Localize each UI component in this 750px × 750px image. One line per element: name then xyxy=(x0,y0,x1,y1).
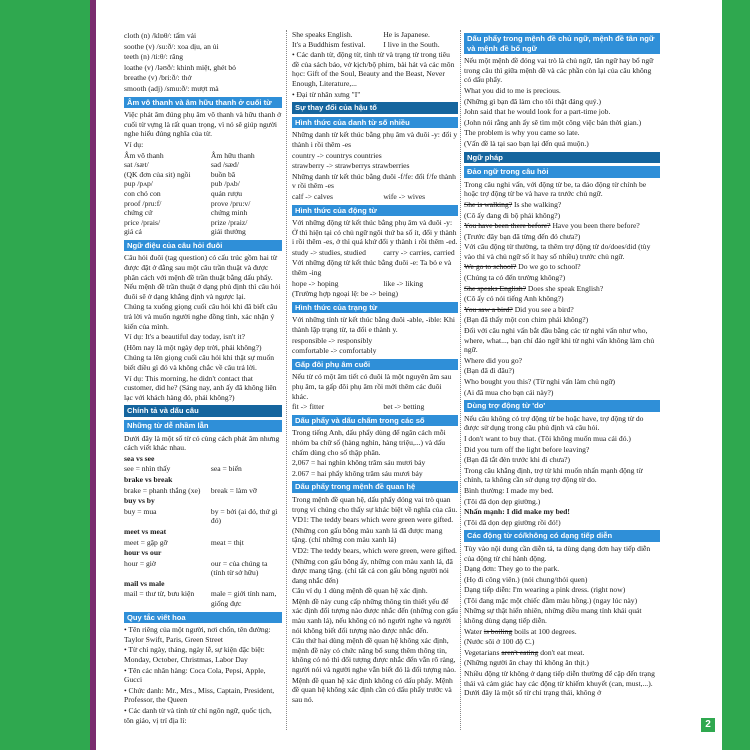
confusable-row: brake = phanh thắng (xe) break = làm vỡ xyxy=(124,485,257,495)
example: (Bạn đã tắt đèn trước khi đi chưa?) xyxy=(464,455,571,465)
example: (Họ đi công viên.) (nói chung/thói quen) xyxy=(464,574,588,584)
confusable-row: see = nhìn thấy sea = biển xyxy=(124,464,242,474)
example: Ví dụ: This morning, he didn't contact that customer, did he? (Sáng nay, anh ấy đã không liên lạc với khách hàng đó, phải không?) xyxy=(124,373,277,402)
example: comfortable -> comfortably xyxy=(292,346,377,356)
paragraph: Với những tính từ kết thúc bằng đuôi -able, -ible: Khi thành lập trạng từ, ta đổi e thành y. xyxy=(292,315,456,335)
example: (Chúng ta có đến trường không?) xyxy=(464,273,566,283)
paragraph: Chúng ta lên giọng cuối câu hỏi khi thật sự muốn biết điều gì đó và không chắc về câu trả lời. xyxy=(124,353,275,372)
paragraph: Đối với câu nghi vấn bắt đầu bằng các từ nghi vấn như who, where, what..., bạn chỉ đảo ngữ khi từ nghi vấn không làm chủ ngữ. xyxy=(464,326,655,355)
example-row: hope -> hoping like -> liking xyxy=(292,278,424,288)
example: (Ai đã mua cho bạn cái này?) xyxy=(464,387,554,397)
example: (Vấn đề là tại sao bạn lại đến quá muộn.) xyxy=(464,138,589,148)
paragraph: VD2: The teddy bears, which were green, were gifted. xyxy=(292,545,457,555)
paragraph: Việc phát âm đúng phụ âm vô thanh và hữu thanh ở cuối từ vựng là rất quan trọng, vì nó sẽ giúp người nghe hiểu đúng nghĩa của từ. xyxy=(124,110,282,139)
example-row: study -> studies, studied carry -> carries, carried xyxy=(292,247,455,257)
word-line: cloth (n) /klɒθ/: tấm vải xyxy=(124,31,197,40)
chapter-heading: Chính tả và dấu câu xyxy=(124,405,282,417)
example: 2.067 = hai phẩy không trăm sáu mươi bảy xyxy=(292,468,423,478)
paragraph: Tùy vào nội dung cần diễn tả, ta dùng dạng đơn hay tiếp diễn của động từ chỉ hành động. xyxy=(464,543,651,563)
example: (Bạn đã thấy một con chim phải không?) xyxy=(464,315,589,325)
example: I don't want to buy that. (Tôi không muốn mua cái đó.) xyxy=(464,433,631,443)
example: (Tôi đang mặc một chiếc đầm màu hồng.) (ngay lúc này) xyxy=(464,595,638,605)
word-line: loathe (v) /ləʊð/: khinh miệt, ghét bỏ xyxy=(124,62,236,72)
example: Bình thường: I made my bed. xyxy=(464,485,554,495)
example: The problem is why you came so late. xyxy=(464,128,580,138)
pair-row: proof /pru:f/ prove /pru:v/ xyxy=(124,198,251,208)
paragraph: Trong tiếng Anh, dấu phẩy dùng để ngăn cách mỗi nhóm ba chữ số (hàng nghìn, hàng triệu,...) và dấu chấm dùng cho số thập phân. xyxy=(292,428,446,457)
example: Nhấn mạnh: I did make my bed! xyxy=(464,507,570,517)
paragraph: VD1: The teddy bears which were green were gifted. xyxy=(292,515,454,525)
example: country -> countrys countries xyxy=(292,150,382,160)
example: (Cô ấy đang đi bộ phải không?) xyxy=(464,210,561,220)
confusable-head: brake vs break xyxy=(124,474,173,484)
example: You have been there before? Have you been there before? xyxy=(464,221,640,231)
column-3 xyxy=(464,30,660,730)
paragraph: (Những con gấu bông ấy, những con màu xanh lá, đã được mang tặng. (chỉ tất cả con gấu bông người nói đang nhắc đến) xyxy=(292,556,453,585)
example: (Trước đây bạn đã từng đến đó chưa?) xyxy=(464,231,581,241)
example: John said that he would look for a part-time job. xyxy=(464,107,611,117)
section-heading: Những từ dễ nhầm lẫn xyxy=(124,420,282,432)
pair-row: price /prais/ prize /praiz/ xyxy=(124,217,248,227)
paragraph: Câu thứ hai dùng mệnh đề quan hệ không xác định, mệnh đề này có chức năng bổ sung thêm thông tin, không có nó thì đối tượng được nhắc đến vẫn rõ ràng, người nói và người nghe vẫn biết đó là đối tượng nào. xyxy=(292,636,457,675)
example: responsible -> responsibly xyxy=(292,335,373,345)
example: strawberry -> strawberrys strawberries xyxy=(292,161,410,171)
confusable-head: sea vs see xyxy=(124,453,155,463)
pair-row: chứng cứ chứng minh xyxy=(124,208,248,218)
paragraph: Với câu động từ thường, ta thêm trợ động từ do/does/did (tùy vào thì và chủ ngữ số ít hay số nhiều) trước chủ ngữ. xyxy=(464,242,651,261)
paragraph: Dưới đây là một số từ có cùng cách phát âm nhưng cách viết khác nhau. xyxy=(124,433,280,453)
bullet: • Các danh từ, động từ, tính từ và trạng từ trong tiêu đề của sách báo, vở kịch/bộ phim, bài hát và các môn học: Gift of the Soul, Beauty and the Beast, Never Enough, Literature,... xyxy=(292,50,455,88)
section-heading: Dấu phẩy trong mệnh đề chủ ngữ, mệnh đề tân ngữ và mệnh đề bổ ngữ xyxy=(464,33,660,54)
example-row: calf -> calves wife -> wives xyxy=(292,191,426,201)
confusable-head: buy vs by xyxy=(124,496,155,506)
example: Where did you go? xyxy=(464,355,522,365)
paragraph: Với những động từ kết thúc bằng phụ âm và đuôi -y: Ở thì hiện tại có chủ ngữ ngôi thứ ba số ít, đổi y thành i rồi thêm -es, ở thì quá khứ đổi y thành i rồi thêm -ed. xyxy=(292,218,458,247)
purple-stripe xyxy=(90,0,96,750)
bullet: • Đại từ nhân xưng "I" xyxy=(292,89,361,99)
confusable-row: mail = thư từ, bưu kiện male = giới tính nam, giống đực xyxy=(124,589,277,609)
example: Vegetarians aren't eating don't eat meat. xyxy=(464,647,585,657)
example: (Cô ấy có nói tiếng Anh không?) xyxy=(464,294,564,304)
word-line: breathe (v) /bri:ð/: thở xyxy=(124,73,192,83)
confusable-head: hour vs our xyxy=(124,548,162,558)
paragraph: Những danh từ kết thúc bằng phụ âm và đuôi -y: đổi y thành i rồi thêm -es xyxy=(292,130,458,149)
paragraph: Chúng ta xuống giọng cuối câu hỏi khi đã biết câu trả lời và muốn người nghe đồng tình, xác nhận ý kiến của mình. xyxy=(124,302,278,331)
example: (Nước sôi ở 100 độ C.) xyxy=(464,637,535,647)
example: She speaks English? Does she speak English? xyxy=(464,283,604,293)
example: 2,067 = hai nghìn không trăm sáu mươi bảy xyxy=(292,458,426,468)
word-line: teeth (n) /ti:θ/: răng xyxy=(124,52,184,62)
paragraph: Nhiều động từ không ở dạng tiếp diễn thường để cập đến trạng thái và cảm giác hay các động từ khiếm khuyết (can, must,...). Dưới đây là một số từ chỉ trạng thái, không ở xyxy=(464,669,655,698)
section-heading: Âm vô thanh và âm hữu thanh ở cuối từ xyxy=(124,97,282,109)
bullet: • Các danh từ và tính từ chỉ ngôn ngữ, quốc tịch, tôn giáo, vị trí địa lí: xyxy=(124,706,272,725)
example: (John nói rằng anh ấy sẽ tìm một công việc bán thời gian.) xyxy=(464,117,642,127)
example: Ví dụ: It's a beautiful day today, isn't it? xyxy=(124,332,245,342)
example-row: fit -> fitter bet -> betting xyxy=(292,402,425,412)
paragraph: Nếu một mệnh đề đóng vai trò là chủ ngữ, tân ngữ hay bổ ngữ trong câu thì giữa mệnh đề và các phần còn lại của câu không có dấu phẩy. xyxy=(464,56,654,85)
section-heading: Dấu phẩy trong mệnh đề quan hệ xyxy=(292,481,458,493)
word-line: soothe (v) /su:ð/: xoa dịu, an ủi xyxy=(124,41,219,51)
confusable-row: buy = mua by = bởi (ai đó, thứ gì đó) xyxy=(124,506,278,526)
paragraph: Ví dụ: xyxy=(124,139,144,149)
paragraph: Trong mệnh đề quan hệ, dấu phẩy đóng vai trò quan trọng vì chúng cho thấy sự khác biệt về nghĩa của câu. xyxy=(292,494,458,514)
example: Dạng đơn: They go to the park. xyxy=(464,564,560,574)
example: (Những gì bạn đã làm cho tôi thật đáng quý.) xyxy=(464,96,601,106)
bullet: • Từ chỉ ngày, tháng, ngày lễ, sự kiện đặc biệt: Monday, October, Christmas, Labor Day xyxy=(124,645,265,665)
example: Dạng tiếp diễn: I'm wearing a pink dress. (right now) xyxy=(464,585,626,595)
section-heading: Ngữ điệu của câu hỏi đuôi xyxy=(124,240,282,252)
paragraph: Trong câu khẳng định, trợ từ khi muốn nhấn mạnh động từ chính, ta không cần sử dụng trợ động từ do. xyxy=(464,465,643,485)
paragraph: Câu ví dụ 1 dùng mệnh đề quan hệ xác định. xyxy=(292,586,428,596)
page-number: 2 xyxy=(701,718,715,732)
pair-row: giá cả giải thưởng xyxy=(124,227,246,237)
paragraph: Trong câu nghi vấn, với động từ be, ta đảo động từ chính be hoặc trợ động từ be và have ra trước chủ ngữ. xyxy=(464,179,647,199)
column-1 xyxy=(124,30,282,730)
section-heading: Hình thức của danh từ số nhiều xyxy=(292,117,458,129)
example-row: It's a Buddhism festival. I live in the South. xyxy=(292,39,440,49)
left-green-margin xyxy=(0,0,96,750)
bullet: • Chức danh: Mr., Mrs., Miss, Captain, President, Professor, the Queen xyxy=(124,685,275,705)
example: Water is boiling boils at 100 degrees. xyxy=(464,626,577,636)
chapter-heading: Sự thay đổi của hậu tố xyxy=(292,102,458,114)
example: Did you turn off the light before leaving? xyxy=(464,444,590,454)
paragraph: Nếu câu không có trợ động từ be hoặc have, trợ động từ do được sử dụng trong câu phủ định và câu hỏi. xyxy=(464,413,644,433)
paragraph: Mệnh đề này cung cấp những thông tin thiết yếu để xác định đối tượng nào được nhắc đến (những con gấu màu xanh lá), nếu không có nó người nghe và người nói không biết đối tượng nào được nhắc đến. xyxy=(292,596,458,635)
word-line: smooth (adj) /smu:ð/: mượt mà xyxy=(124,83,219,93)
right-green-margin xyxy=(722,0,750,750)
paragraph: Những danh từ kết thúc bằng đuôi -f/fe: đổi f/fe thành v rồi thêm -es xyxy=(292,171,456,191)
section-heading: Dùng trợ động từ 'do' xyxy=(464,400,660,412)
section-heading: Đảo ngữ trong câu hỏi xyxy=(464,166,660,178)
example: Who bought you this? (Từ nghi vấn làm chủ ngữ) xyxy=(464,377,616,386)
pair-row: pup /pʌp/ pub /pʌb/ xyxy=(124,179,240,189)
chapter-heading: Ngữ pháp xyxy=(464,152,660,164)
paragraph: Câu hỏi đuôi (tag question) có cấu trúc gồm hai từ được đặt ở đằng sau một câu trần thuật và được phân cách với mệnh đề trần thuật bằng dấu phẩy. Nếu mệnh đề trần thuật ở dạng phủ định thì câu hỏi đuôi sẽ ở dạng khẳng định và ngược lại. xyxy=(124,253,281,301)
confusable-head: mail vs male xyxy=(124,578,165,588)
confusable-head: meet vs meat xyxy=(124,526,167,536)
section-heading: Dấu phẩy và dấu chấm trong các số xyxy=(292,415,458,427)
section-heading: Gấp đôi phụ âm cuối xyxy=(292,359,458,371)
pair-row-header: Âm vô thanh Âm hữu thanh xyxy=(124,150,255,160)
example: (Những người ăn chay thì không ăn thịt.) xyxy=(464,658,589,668)
example: You saw a bird? Did you see a bird? xyxy=(464,304,574,314)
example: She is walking? Is she walking? xyxy=(464,199,562,209)
column-2 xyxy=(292,30,458,730)
confusable-row: meet = gặp gỡ meat = thịt xyxy=(124,537,244,547)
paragraph: Những sự thật hiển nhiên, những điều mang tính khái quát không dùng dạng tiếp diễn. xyxy=(464,606,642,626)
example: (Tôi đã dọn dẹp giường.) xyxy=(464,496,541,506)
pair-row: con chó con quán rượu xyxy=(124,188,243,198)
paragraph: Với những động từ kết thúc bằng đuôi -e: Ta bỏ e và thêm -ing xyxy=(292,258,452,278)
paragraph: Nếu từ có một âm tiết có đuôi là một nguyên âm sau phụ âm, ta gấp đôi phụ âm rồi mới thêm các đuôi khác. xyxy=(292,372,452,401)
example: (Trường hợp ngoại lệ: be -> being) xyxy=(292,289,398,299)
section-heading: Các động từ có/không có dạng tiếp diễn xyxy=(464,530,660,542)
column-divider xyxy=(286,30,287,730)
column-divider xyxy=(460,30,461,730)
section-heading: Quy tắc viết hoa xyxy=(124,612,282,624)
paragraph: (Những con gấu bông màu xanh lá đã được mang tặng. (chỉ những con màu xanh lá) xyxy=(292,525,443,545)
example-row: She speaks English. He is Japanese. xyxy=(292,30,430,39)
section-heading: Hình thức của trạng từ xyxy=(292,302,458,314)
section-heading: Hình thức của động từ xyxy=(292,205,458,217)
confusable-row: hour = giờ our = của chúng ta (tính từ sở hữu) xyxy=(124,558,268,578)
bullet: • Tên các nhãn hàng: Coca Cola, Pepsi, Apple, Gucci xyxy=(124,665,266,685)
example: What you did to me is precious. xyxy=(464,85,561,95)
document-sheet xyxy=(118,20,716,740)
bullet: • Tên riêng của một người, nơi chốn, tên đường: Taylor Swift, Paris, Green Street xyxy=(124,625,271,644)
example: (Tôi đã dọn dẹp giường rồi đó!) xyxy=(464,517,561,527)
example: (Bạn đã đi đâu?) xyxy=(464,366,515,376)
example: (Hôm nay là một ngày đẹp trời, phải không?) xyxy=(124,342,262,352)
paragraph: Mệnh đề quan hệ xác định không có dấu phẩy. Mệnh đề quan hệ không xác định cần có dấu phẩy trước và sau nó. xyxy=(292,675,453,704)
pair-row: (QK đơn của sit) ngồi buồn bã xyxy=(124,169,236,179)
example: We go to school? Do we go to school? xyxy=(464,262,581,272)
pair-row: sat /sæt/ sad /sæd/ xyxy=(124,160,239,170)
